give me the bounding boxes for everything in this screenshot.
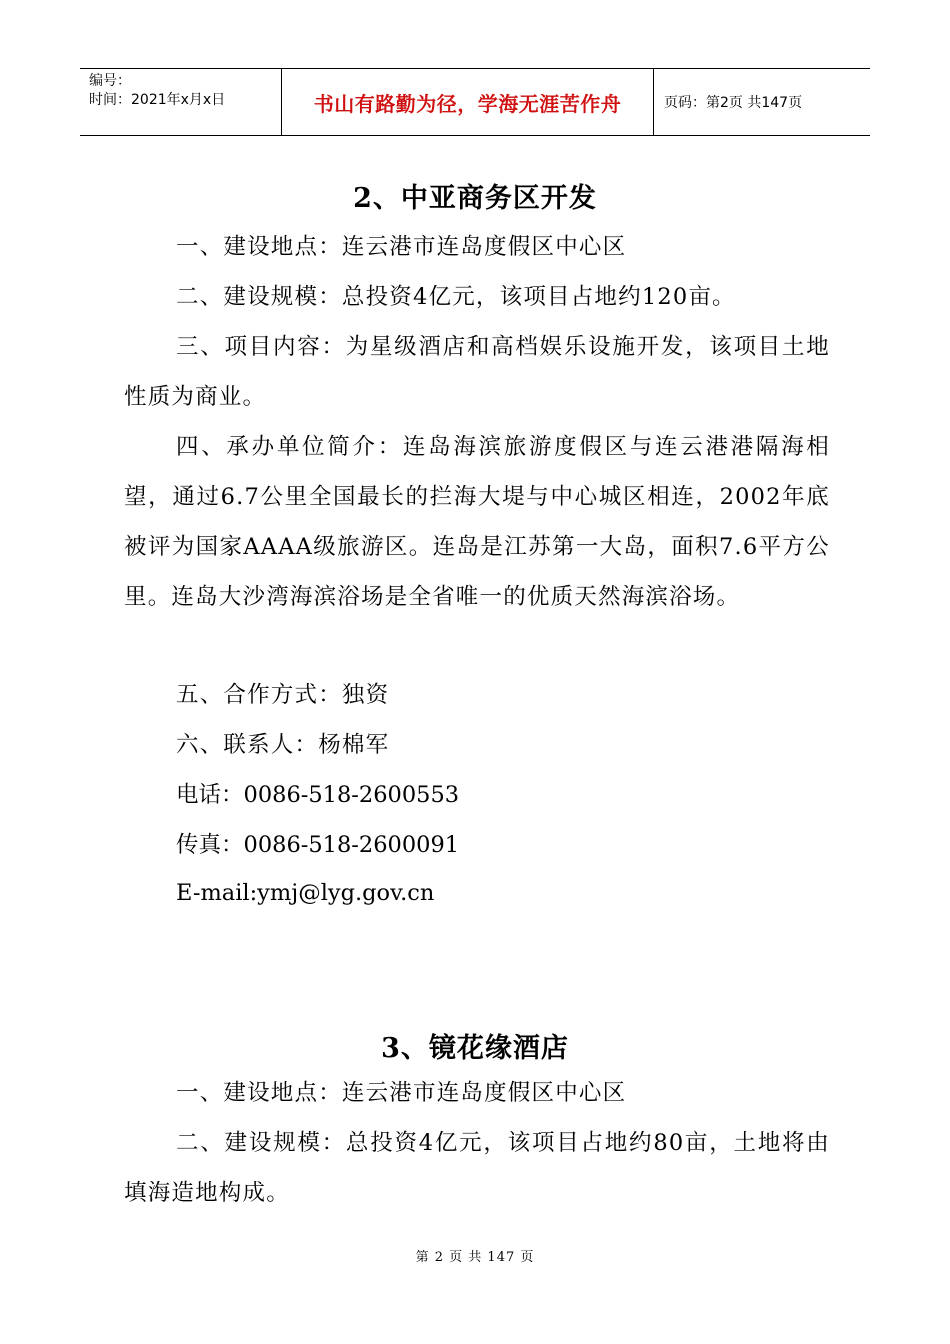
page-header [80,68,870,136]
section-cooperation: 五、合作方式：独资 [176,682,390,708]
header-page-info: 页码：第2页 共147页 [664,95,803,111]
section-content: 三、项目内容：为星级酒店和高档娱乐设施开发，该项目土地性质为商业。 [124,334,830,410]
doc-number-label: 编号： [89,73,131,89]
doc-time-label: 时间：2021年x月x日 [89,92,226,108]
section-title: 3、镜花缘酒店 [381,1033,569,1064]
section-scale: 二、建设规模：总投资4亿元，该项目占地约80亩，土地将由填海造地构成。 [124,1130,830,1206]
section-location: 一、建设地点：连云港市连岛度假区中心区 [176,234,627,260]
section-fax: 传真：0086-518-2600091 [176,832,460,858]
section-contact: 六、联系人：杨棉军 [176,732,390,758]
section-email: E-mail:ymj@lyg.gov.cn [176,880,435,906]
header-meta [80,69,282,135]
section-scale: 二、建设规模：总投资4亿元，该项目占地约120亩。 [176,284,736,310]
section-intro: 四、承办单位简介：连岛海滨旅游度假区与连云港港隔海相望，通过6.7公里全国最长的拦海大堤与中心城区相连，2002年底被评为国家AAAA级旅游区。连岛是江苏第一大岛，面积7.6平方公里。连岛大沙湾海滨浴场是全省唯一的优质天然海滨浴场。 [124,434,830,610]
page-footer: 第 2 页 共 147 页 [415,1250,535,1265]
section-location: 一、建设地点：连云港市连岛度假区中心区 [176,1080,627,1106]
section-title: 2、中亚商务区开发 [353,183,597,214]
header-motto: 书山有路勤为径，学海无涯苦作舟 [282,69,654,135]
section-phone: 电话：0086-518-2600553 [176,782,460,808]
